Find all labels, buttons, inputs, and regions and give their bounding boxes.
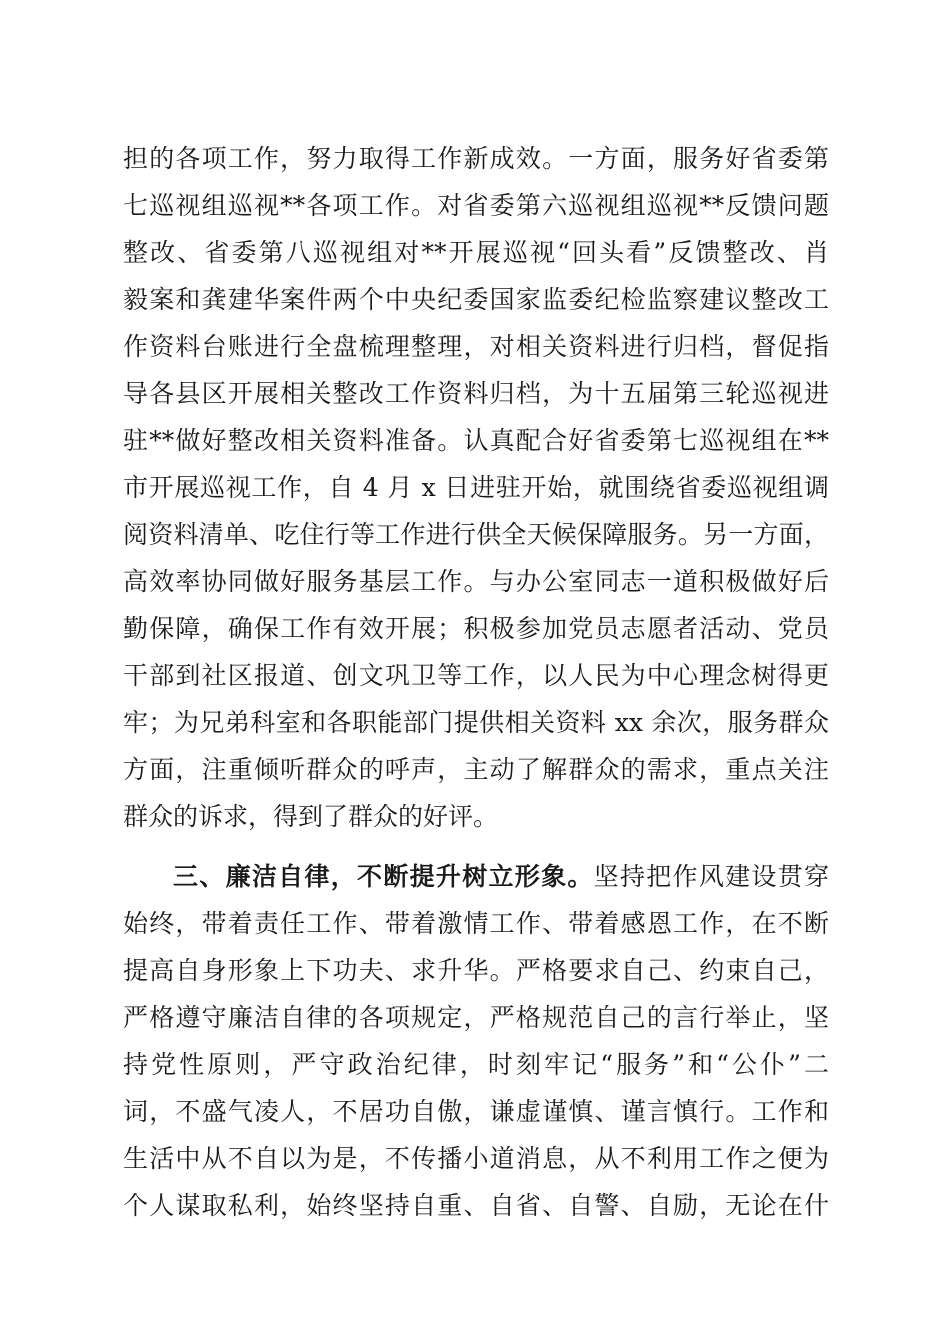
text-line: 毅案和龚建华案件两个中央纪委国家监委纪检监察建议整改工 xyxy=(123,285,829,314)
section-3-first-line xyxy=(173,857,829,897)
text-line: 方面，注重倾听群众的呼声，主动了解群众的需求，重点关注 xyxy=(123,755,829,784)
text-line: 始终，带着责任工作、带着激情工作、带着感恩工作，在不断 xyxy=(123,909,829,938)
text-line: 干部到社区报道、创文巩卫等工作，以人民为中心理念树得更 xyxy=(123,661,829,690)
text-line: 高效率协同做好服务基层工作。与办公室同志一道积极做好后 xyxy=(123,567,829,596)
text-line: 七巡视组巡视**各项工作。对省委第六巡视组巡视**反馈问题 xyxy=(123,191,829,220)
text-line: 驻**做好整改相关资料准备。认真配合好省委第七巡视组在** xyxy=(123,426,829,455)
text-line: 牢；为兄弟科室和各职能部门提供相关资料 xx 余次，服务群众 xyxy=(123,708,829,737)
text-line: 持党性原则，严守政治纪律，时刻牢记“服务”和“公仆”二 xyxy=(123,1050,829,1079)
text-line: 作资料台账进行全盘梳理整理，对相关资料进行归档，督促指 xyxy=(123,332,829,361)
text-line: 个人谋取私利，始终坚持自重、自省、自警、自励，无论在什 xyxy=(123,1191,829,1220)
text-line: 提高自身形象上下功夫、求升华。严格要求自己、约束自己， xyxy=(123,956,829,985)
text-line: 阅资料清单、吃住行等工作进行供全天候保障服务。另一方面， xyxy=(123,520,829,549)
text-line: 市开展巡视工作，自 4 月 x 日进驻开始，就围绕省委巡视组调 xyxy=(123,473,829,502)
text-line: 勤保障，确保工作有效开展；积极参加党员志愿者活动、党员 xyxy=(123,614,829,643)
text-line: 整改、省委第八巡视组对**开展巡视“回头看”反馈整改、肖 xyxy=(123,238,829,267)
section-3-lead-text: 坚持把作风建设贯穿 xyxy=(593,862,829,891)
text-line: 群众的诉求，得到了群众的好评。 xyxy=(123,802,499,831)
text-line: 生活中从不自以为是，不传播小道消息，从不利用工作之便为 xyxy=(123,1144,829,1173)
section-3-heading: 三、廉洁自律，不断提升树立形象。 xyxy=(173,862,594,891)
text-line: 词，不盛气凌人，不居功自傲，谦虚谨慎、谨言慎行。工作和 xyxy=(123,1097,829,1126)
text-line: 严格遵守廉洁自律的各项规定，严格规范自己的言行举止，坚 xyxy=(123,1003,829,1032)
text-line: 担的各项工作，努力取得工作新成效。一方面，服务好省委第 xyxy=(123,144,829,173)
text-line: 导各县区开展相关整改工作资料归档，为十五届第三轮巡视进 xyxy=(123,379,829,408)
